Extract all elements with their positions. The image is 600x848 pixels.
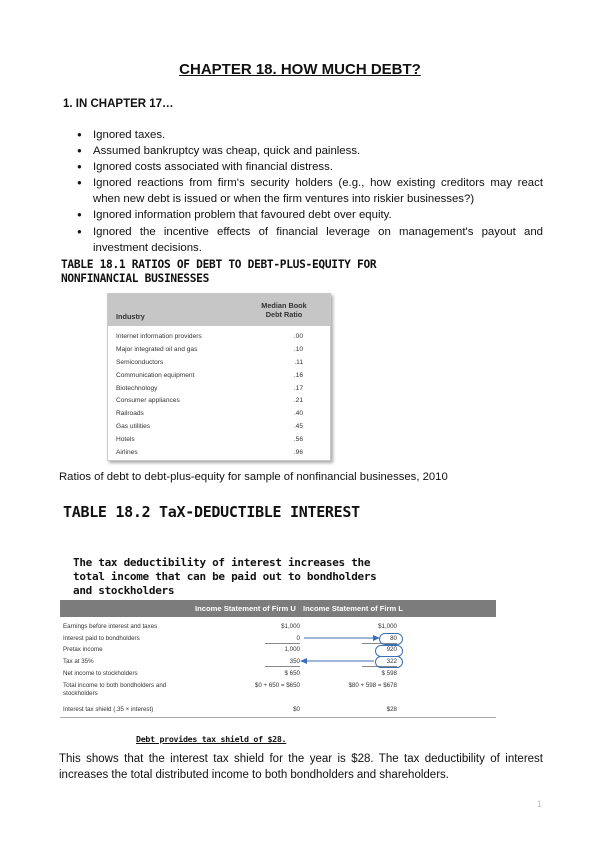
table2-col-firm-l: Income Statement of Firm L bbox=[303, 604, 403, 613]
ratio-cell: .21 bbox=[293, 397, 303, 405]
ratio-cell: .45 bbox=[293, 423, 303, 431]
table1-col-ratio: Median Book Debt Ratio bbox=[261, 301, 307, 319]
table-row bbox=[108, 382, 330, 395]
tax-deductible-interest-table bbox=[60, 600, 496, 720]
bullet-item: ● Ignored reactions from firm's security holders (e.g., how existing creditors may react when new debt is issued or when the firm ventures into riskier businesses?) bbox=[77, 175, 543, 207]
table1-col-industry: Industry bbox=[116, 312, 145, 321]
bullet-item: ● Ignored taxes. bbox=[77, 127, 543, 143]
table-row bbox=[108, 433, 330, 446]
table-row bbox=[108, 420, 330, 433]
firm-l-value: $ 598 bbox=[381, 670, 397, 677]
bullet-item: ● Assumed bankruptcy was cheap, quick and painless. bbox=[77, 143, 543, 159]
bullet-item: ● Ignored information problem that favoured debt over equity. bbox=[77, 207, 543, 223]
row-label: Tax at 35% bbox=[63, 658, 94, 665]
tax-shield-note: Debt provides tax shield of $28. bbox=[136, 734, 287, 744]
ratio-cell: .96 bbox=[293, 449, 303, 457]
bullet-item: ● Ignored costs associated with financial distress. bbox=[77, 159, 543, 175]
firm-l-value: 322 bbox=[386, 658, 397, 665]
row-label: Net income to stockholders bbox=[63, 670, 138, 677]
industry-cell: Gas utilities bbox=[116, 423, 151, 431]
industry-cell: Communication equipment bbox=[116, 371, 195, 379]
firm-u-value: $ 650 bbox=[284, 670, 300, 677]
firm-l-value: $80 + 598 = $678 bbox=[348, 682, 397, 689]
table-row bbox=[108, 356, 330, 369]
bullet-item: ● Ignored the incentive effects of financial leverage on management's payout and investment decisions. bbox=[77, 224, 543, 256]
ratio-cell: .10 bbox=[293, 345, 303, 353]
firm-u-value: $1,000 bbox=[281, 623, 300, 630]
firm-u-value: $0 bbox=[293, 706, 300, 713]
industry-cell: Internet information providers bbox=[116, 333, 202, 340]
industry-cell: Consumer appliances bbox=[116, 397, 180, 405]
row-label: Total income to both bondholders and stockholders bbox=[63, 682, 167, 697]
firm-u-value: 1,000 bbox=[284, 646, 300, 653]
table-row bbox=[108, 369, 330, 382]
firm-l-value: 80 bbox=[390, 635, 397, 642]
table1-figure-caption: Ratios of debt to debt-plus-equity for sample of nonfinancial businesses, 2010 bbox=[59, 471, 448, 483]
ratio-cell: .16 bbox=[293, 371, 303, 379]
firm-l-value: $1,000 bbox=[378, 623, 397, 630]
row-label: Interest tax shield (.35 × interest) bbox=[63, 706, 154, 713]
table2-col-firm-u: Income Statement of Firm U bbox=[195, 604, 296, 613]
ratio-cell: .11 bbox=[294, 358, 303, 366]
table-row bbox=[108, 446, 330, 459]
table-row bbox=[108, 394, 330, 407]
closing-paragraph: This shows that the interest tax shield for the year is $28. The tax deductibility of interest increases the total distributed income to both bondholders and shareholders. bbox=[59, 753, 543, 781]
bullet-list bbox=[77, 127, 543, 256]
ratio-cell: .00 bbox=[293, 333, 303, 340]
table2-title: TABLE 18.2 TaX-DEDUCTIBLE INTEREST bbox=[63, 503, 360, 521]
page-number: 1 bbox=[537, 799, 543, 809]
table-row bbox=[108, 407, 330, 420]
industry-cell: Hotels bbox=[116, 436, 135, 444]
ratio-cell: .40 bbox=[293, 410, 303, 418]
industry-cell: Railroads bbox=[116, 410, 144, 418]
chapter-title: CHAPTER 18. HOW MUCH DEBT? bbox=[179, 61, 421, 78]
industry-cell: Airlines bbox=[116, 449, 138, 457]
row-label: Interest paid to bondholders bbox=[63, 635, 140, 642]
section-heading: 1. IN CHAPTER 17… bbox=[63, 98, 174, 110]
table2-subtitle: The tax deductibility of interest increases the total income that can be paid out to bondholders and stockholders bbox=[73, 556, 377, 597]
table-row bbox=[108, 330, 330, 343]
table-row bbox=[108, 343, 330, 356]
arrows-overlay bbox=[60, 600, 496, 720]
industry-cell: Biotechnology bbox=[116, 384, 158, 392]
firm-l-value: $28 bbox=[386, 706, 397, 713]
ratio-cell: .17 bbox=[293, 384, 303, 392]
table1-header bbox=[108, 294, 330, 326]
row-label: Pretax income bbox=[63, 646, 103, 653]
industry-cell: Semiconductors bbox=[116, 358, 164, 366]
firm-u-value: 350 bbox=[289, 658, 300, 665]
row-label: Earnings before interest and taxes bbox=[63, 623, 158, 630]
firm-l-value: 920 bbox=[386, 646, 397, 653]
ratio-cell: .56 bbox=[293, 436, 303, 444]
firm-u-value: 0 bbox=[296, 635, 300, 642]
table1-caption: TABLE 18.1 RATIOS OF DEBT TO DEBT-PLUS-EQUITY FOR NONFINANCIAL BUSINESSES bbox=[61, 258, 377, 285]
firm-u-value: $0 + 650 = $650 bbox=[254, 682, 300, 689]
debt-ratio-table bbox=[107, 293, 331, 461]
industry-cell: Major integrated oil and gas bbox=[116, 345, 198, 353]
